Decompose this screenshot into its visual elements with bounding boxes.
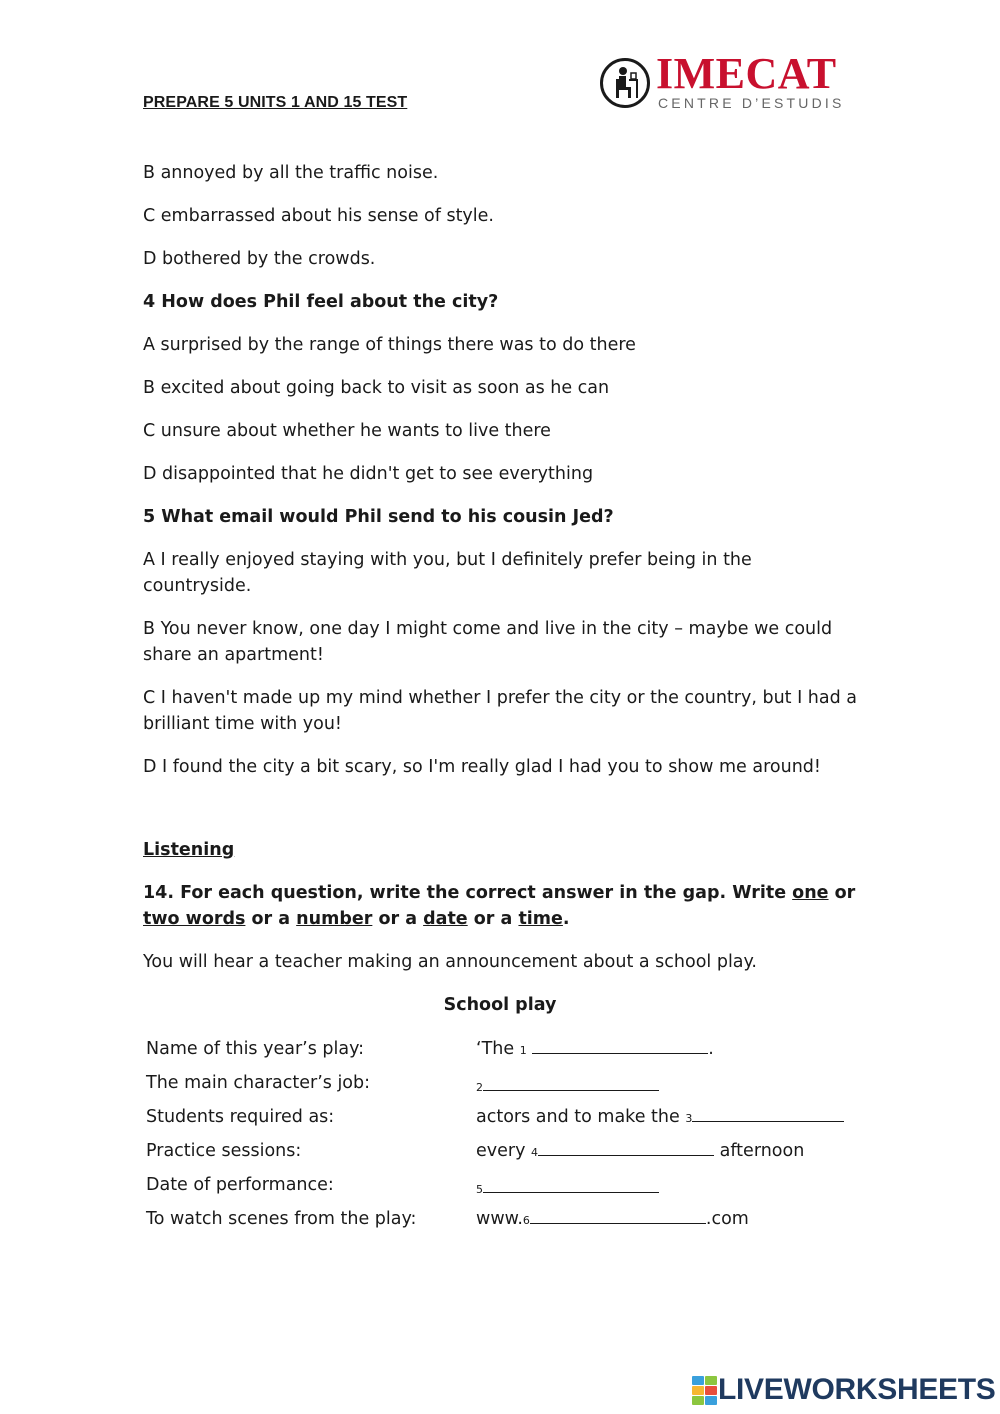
form-title: School play <box>443 995 557 1015</box>
form-label: Date of performance: <box>146 1175 334 1195</box>
instruction-or-a: or a <box>473 909 513 929</box>
form-row-students-required <box>143 1100 863 1134</box>
form-row-watch-scenes <box>143 1202 863 1236</box>
listening-section-title: Listening <box>143 840 235 860</box>
logo-subtitle: CENTRE D’ESTUDIS <box>658 95 845 111</box>
instruction-number-word: number <box>296 909 373 929</box>
answer-gap-4[interactable] <box>538 1141 714 1156</box>
q4-question: 4 How does Phil feel about the city? <box>143 292 499 312</box>
instruction-two-words: two words <box>143 909 246 929</box>
form-label: Students required as: <box>146 1107 335 1127</box>
form-label: To watch scenes from the play: <box>146 1209 417 1229</box>
form-row-character-job <box>143 1066 863 1100</box>
form-row-play-name <box>143 1032 863 1066</box>
q4-option-c: C unsure about whether he wants to live there <box>143 421 551 441</box>
listening-context: You will hear a teacher making an announcement about a school play. <box>143 952 757 972</box>
logo-name: IMECAT <box>656 49 837 98</box>
form-answer: ‘The 1 . <box>476 1036 714 1062</box>
instruction-or-a: or a <box>251 909 291 929</box>
q3-option-b: B annoyed by all the traffic noise. <box>143 163 439 183</box>
form-answer: www. 6 .com <box>476 1206 749 1232</box>
answer-suffix: . <box>708 1039 714 1059</box>
form-answer: actors and to make the 3 <box>476 1104 844 1130</box>
q4-option-d: D disappointed that he didn't get to see everything <box>143 464 594 484</box>
instruction-time: time <box>518 909 563 929</box>
form-label: The main character’s job: <box>146 1073 371 1093</box>
liveworksheets-footer[interactable] <box>692 1373 996 1407</box>
answer-gap-3[interactable] <box>692 1107 844 1122</box>
imecat-logo <box>600 49 860 116</box>
q3-option-c: C embarrassed about his sense of style. <box>143 206 494 226</box>
q5-option-c: C I haven't made up my mind whether I prefer the city or the country, but I had a brilliant time with you! <box>143 688 858 734</box>
form-row-practice-sessions <box>143 1134 863 1168</box>
answer-gap-1[interactable] <box>532 1039 708 1054</box>
form-answer: every 4 afternoon <box>476 1138 804 1164</box>
page-title: PREPARE 5 UNITS 1 AND 15 TEST <box>143 94 408 111</box>
q4-option-b: B excited about going back to visit as soon as he can <box>143 378 610 398</box>
q5-question: 5 What email would Phil send to his cousin Jed? <box>143 507 614 527</box>
instruction-date: date <box>423 909 468 929</box>
form-answer: 5 <box>476 1178 659 1193</box>
answer-prefix: actors and to make the <box>476 1107 680 1127</box>
spacer <box>143 797 863 837</box>
instruction-or-a: or a <box>378 909 418 929</box>
liveworksheets-logo-icon <box>692 1376 716 1404</box>
answer-suffix: afternoon <box>719 1141 805 1161</box>
instruction-period: . <box>562 909 570 929</box>
instruction-one: one <box>792 883 829 903</box>
q5-option-b: B You never know, one day I might come and live in the city – maybe we could share an apartment! <box>143 619 833 665</box>
answer-gap-5[interactable] <box>483 1178 659 1193</box>
instruction-number: 14. <box>143 883 175 903</box>
instruction-or: or <box>834 883 856 903</box>
answer-prefix: every <box>476 1141 526 1161</box>
q4-option-a: A surprised by the range of things there was to do there <box>143 335 636 355</box>
answer-suffix: .com <box>705 1209 749 1229</box>
answer-prefix: www. <box>476 1209 523 1229</box>
instruction-text: For each question, write the correct answer in the gap. Write <box>180 883 787 903</box>
q5-option-d: D I found the city a bit scary, so I'm really glad I had you to show me around! <box>143 757 821 777</box>
form-answer: 2 <box>476 1076 659 1091</box>
form-label: Practice sessions: <box>146 1141 302 1161</box>
person-at-desk-icon <box>600 58 650 108</box>
listening-instruction <box>143 880 863 932</box>
answer-gap-6[interactable] <box>530 1209 706 1224</box>
worksheet-content <box>143 160 863 1236</box>
liveworksheets-brand: LIVEWORKSHEETS <box>718 1373 996 1406</box>
form-row-performance-date <box>143 1168 863 1202</box>
q3-option-d: D bothered by the crowds. <box>143 249 376 269</box>
answer-gap-2[interactable] <box>483 1076 659 1091</box>
answer-prefix: ‘The <box>476 1039 515 1059</box>
q5-option-a: A I really enjoyed staying with you, but I definitely prefer being in the countryside. <box>143 550 752 596</box>
form-label: Name of this year’s play: <box>146 1039 365 1059</box>
